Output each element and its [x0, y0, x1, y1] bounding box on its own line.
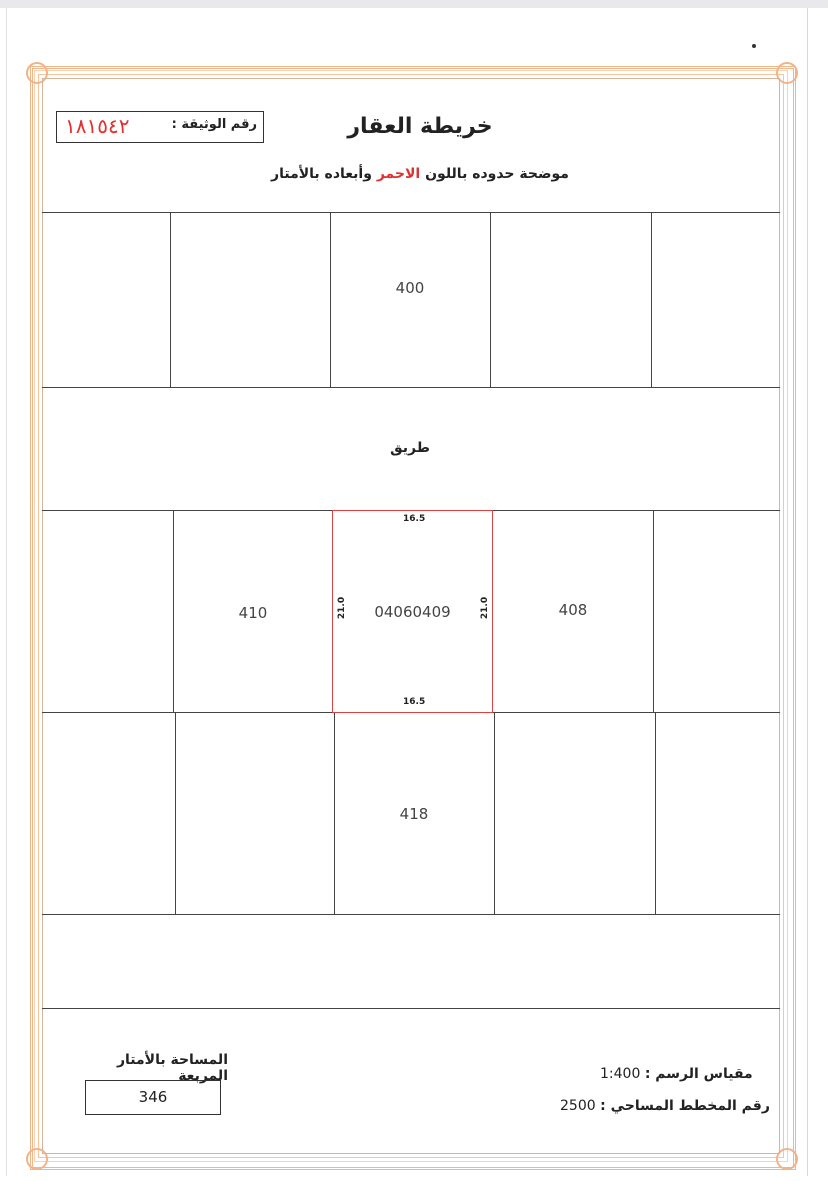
mark-dot [752, 44, 756, 48]
area-value-box [85, 1080, 221, 1115]
lot-line [173, 510, 174, 712]
dimension-right: 21.0 [480, 596, 491, 620]
dimension-bottom: 16.5 [403, 697, 426, 707]
map-line [42, 212, 780, 213]
page-subtitle [250, 166, 590, 182]
document-number-value: ١٨١٥٤٢ [65, 114, 130, 138]
lot-line [494, 712, 495, 914]
road-label: طريق [390, 440, 430, 456]
lot-line [655, 712, 656, 914]
page-title: خريطة العقار [347, 114, 493, 139]
scale-row [600, 1066, 753, 1082]
lot-number-400: 400 [395, 279, 425, 297]
subtitle-part2: وأبعاده بالأمتار [271, 166, 372, 182]
lot-line [651, 212, 652, 387]
lot-line [175, 712, 176, 914]
subject-parcel [332, 510, 493, 713]
lot-line [330, 212, 331, 387]
map-line [42, 914, 780, 915]
subtitle-red-word: الاحمر [376, 166, 421, 182]
dimension-left: 21.0 [337, 596, 348, 620]
lot-number-410: 410 [238, 604, 268, 622]
subtitle-part1: موضحة حدوده باللون [425, 166, 569, 182]
map-line [42, 1008, 780, 1009]
document-number-label: رقم الوثيقة : [171, 117, 257, 132]
parcel-id: 04060409 [374, 603, 451, 621]
map-line [42, 387, 780, 388]
lot-line [490, 212, 491, 387]
lot-number-408: 408 [558, 601, 588, 619]
lot-line [653, 510, 654, 712]
lot-line [170, 212, 171, 387]
top-bar [0, 0, 828, 8]
lot-number-418: 418 [399, 805, 429, 823]
area-value: 346 [138, 1088, 168, 1106]
plan-number-value: 2500 [560, 1098, 596, 1114]
plan-number-label: رقم المخطط المساحي : [600, 1098, 770, 1114]
area-label: المساحة بالأمتار المربعة [116, 1052, 228, 1084]
plan-number-row [560, 1098, 770, 1114]
lot-line [334, 712, 335, 914]
document-number-box [56, 111, 264, 143]
dimension-top: 16.5 [403, 514, 426, 524]
scale-value: 1:400 [600, 1066, 641, 1082]
scale-label: مقياس الرسم : [644, 1066, 753, 1082]
